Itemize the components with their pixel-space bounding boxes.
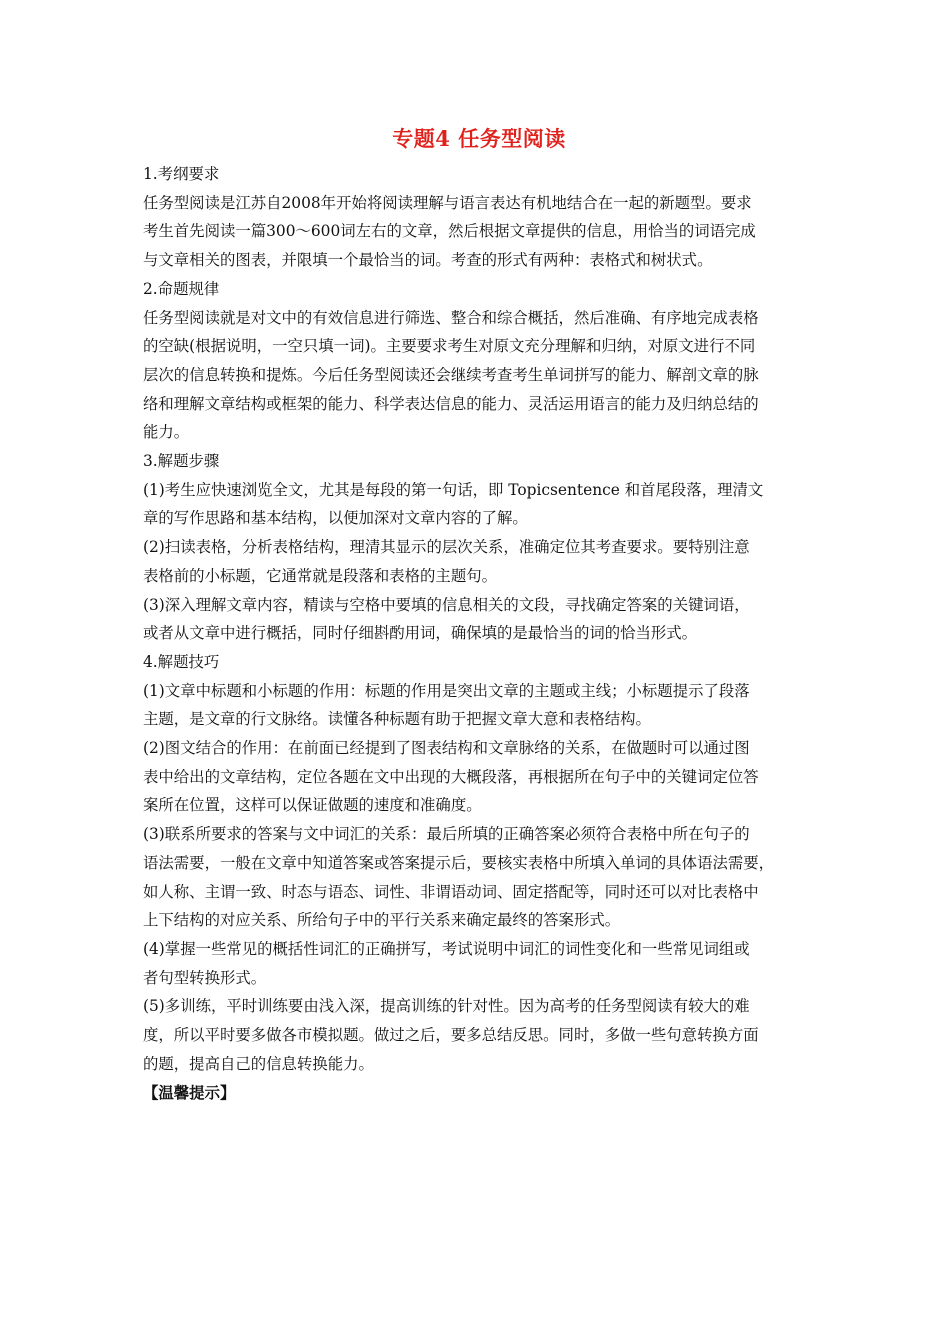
paragraph-line: 任务型阅读就是对文中的有效信息进行筛选、整合和综合概括，然后准确、有序地完成表格 bbox=[143, 308, 759, 327]
paragraph-line: 上下结构的对应关系、所给句子中的平行关系来确定最终的答案形式。 bbox=[143, 911, 621, 930]
paragraph-line: (1)文章中标题和小标题的作用：标题的作用是突出文章的主题或主线；小标题提示了段落 bbox=[143, 681, 750, 700]
section-heading: 2.命题规律 bbox=[143, 279, 220, 298]
paragraph-line: (2)扫读表格，分析表格结构，理清其显示的层次关系，准确定位其考查要求。要特别注意 bbox=[143, 538, 750, 557]
paragraph-line: 与文章相关的图表，并限填一个最恰当的词。考查的形式有两种：表格式和树状式。 bbox=[143, 251, 713, 270]
paragraph-line: 者句型转换形式。 bbox=[143, 968, 267, 987]
paragraph-line: 任务型阅读是江苏自2008年开始将阅读理解与语言表达有机地结合在一起的新题型。要求 bbox=[143, 193, 752, 212]
section-heading: 4.解题技巧 bbox=[143, 652, 220, 671]
paragraph-line: 络和理解文章结构或框架的能力、科学表达信息的能力、灵活运用语言的能力及归纳总结的 bbox=[143, 394, 759, 413]
section-heading: 1.考纲要求 bbox=[143, 165, 220, 183]
document-page bbox=[143, 124, 815, 1107]
paragraph-line: 表中给出的文章结构，定位各题在文中出现的大概段落，再根据所在句子中的关键词定位答 bbox=[143, 767, 759, 786]
paragraph-line: 或者从文章中进行概括，同时仔细斟酌用词，确保填的是最恰当的词的恰当形式。 bbox=[143, 624, 698, 643]
paragraph-line: 层次的信息转换和提炼。今后任务型阅读还会继续考查考生单词拼写的能力、解剖文章的脉 bbox=[143, 365, 759, 384]
paragraph-line: (2)图文结合的作用：在前面已经提到了图表结构和文章脉络的关系，在做题时可以通过图 bbox=[143, 739, 750, 758]
section-patterns bbox=[143, 275, 815, 447]
section-heading: 3.解题步骤 bbox=[143, 452, 220, 471]
paragraph-line: 主题，是文章的行文脉络。读懂各种标题有助于把握文章大意和表格结构。 bbox=[143, 710, 651, 729]
paragraph-line: 的空缺(根据说明，一空只填一词)。主要要求考生对原文充分理解和归纳，对原文进行不同 bbox=[143, 337, 756, 356]
paragraph-line: (5)多训练，平时训练要由浅入深，提高训练的针对性。因为高考的任务型阅读有较大的难 bbox=[143, 997, 750, 1016]
paragraph-line: 表格前的小标题，它通常就是段落和表格的主题句。 bbox=[143, 566, 497, 585]
paragraph-line: 语法需要，一般在文章中知道答案或答案提示后，要核实表格中所填入单词的具体语法需要， bbox=[143, 853, 775, 872]
paragraph-line: 如人称、主谓一致、时态与语态、词性、非谓语动词、固定搭配等，同时还可以对比表格中 bbox=[143, 882, 759, 901]
paragraph-line: 案所在位置，这样可以保证做题的速度和准确度。 bbox=[143, 796, 482, 815]
paragraph-line: (1)考生应快速浏览全文，尤其是每段的第一句话，即 Topicsentence 和首尾段落，理清文 bbox=[143, 480, 764, 499]
paragraph-line: 能力。 bbox=[143, 423, 190, 442]
page-title: 专题4 任务型阅读 bbox=[392, 126, 566, 151]
paragraph-line: 度，所以平时要多做各市模拟题。做过之后，要多总结反思。同时，多做一些句意转换方面 bbox=[143, 1026, 759, 1045]
paragraph-line: 章的写作思路和基本结构，以便加深对文章内容的了解。 bbox=[143, 509, 528, 528]
paragraph-line: (4)掌握一些常见的概括性词汇的正确拼写，考试说明中词汇的词性变化和一些常见词组或 bbox=[143, 939, 750, 958]
tip-heading: 【温馨提示】 bbox=[143, 1083, 236, 1102]
paragraph-line: 考生首先阅读一篇300～600词左右的文章，然后根据文章提供的信息，用恰当的词语完成 bbox=[143, 222, 756, 241]
section-techniques bbox=[143, 648, 815, 1079]
section-steps bbox=[143, 447, 815, 648]
section-syllabus bbox=[143, 160, 815, 275]
paragraph-line: (3)深入理解文章内容，精读与空格中要填的信息相关的文段，寻找确定答案的关键词语， bbox=[143, 595, 750, 614]
paragraph-line: (3)联系所要求的答案与文中词汇的关系：最后所填的正确答案必须符合表格中所在句子的 bbox=[143, 825, 750, 844]
paragraph-line: 的题，提高自己的信息转换能力。 bbox=[143, 1054, 374, 1073]
